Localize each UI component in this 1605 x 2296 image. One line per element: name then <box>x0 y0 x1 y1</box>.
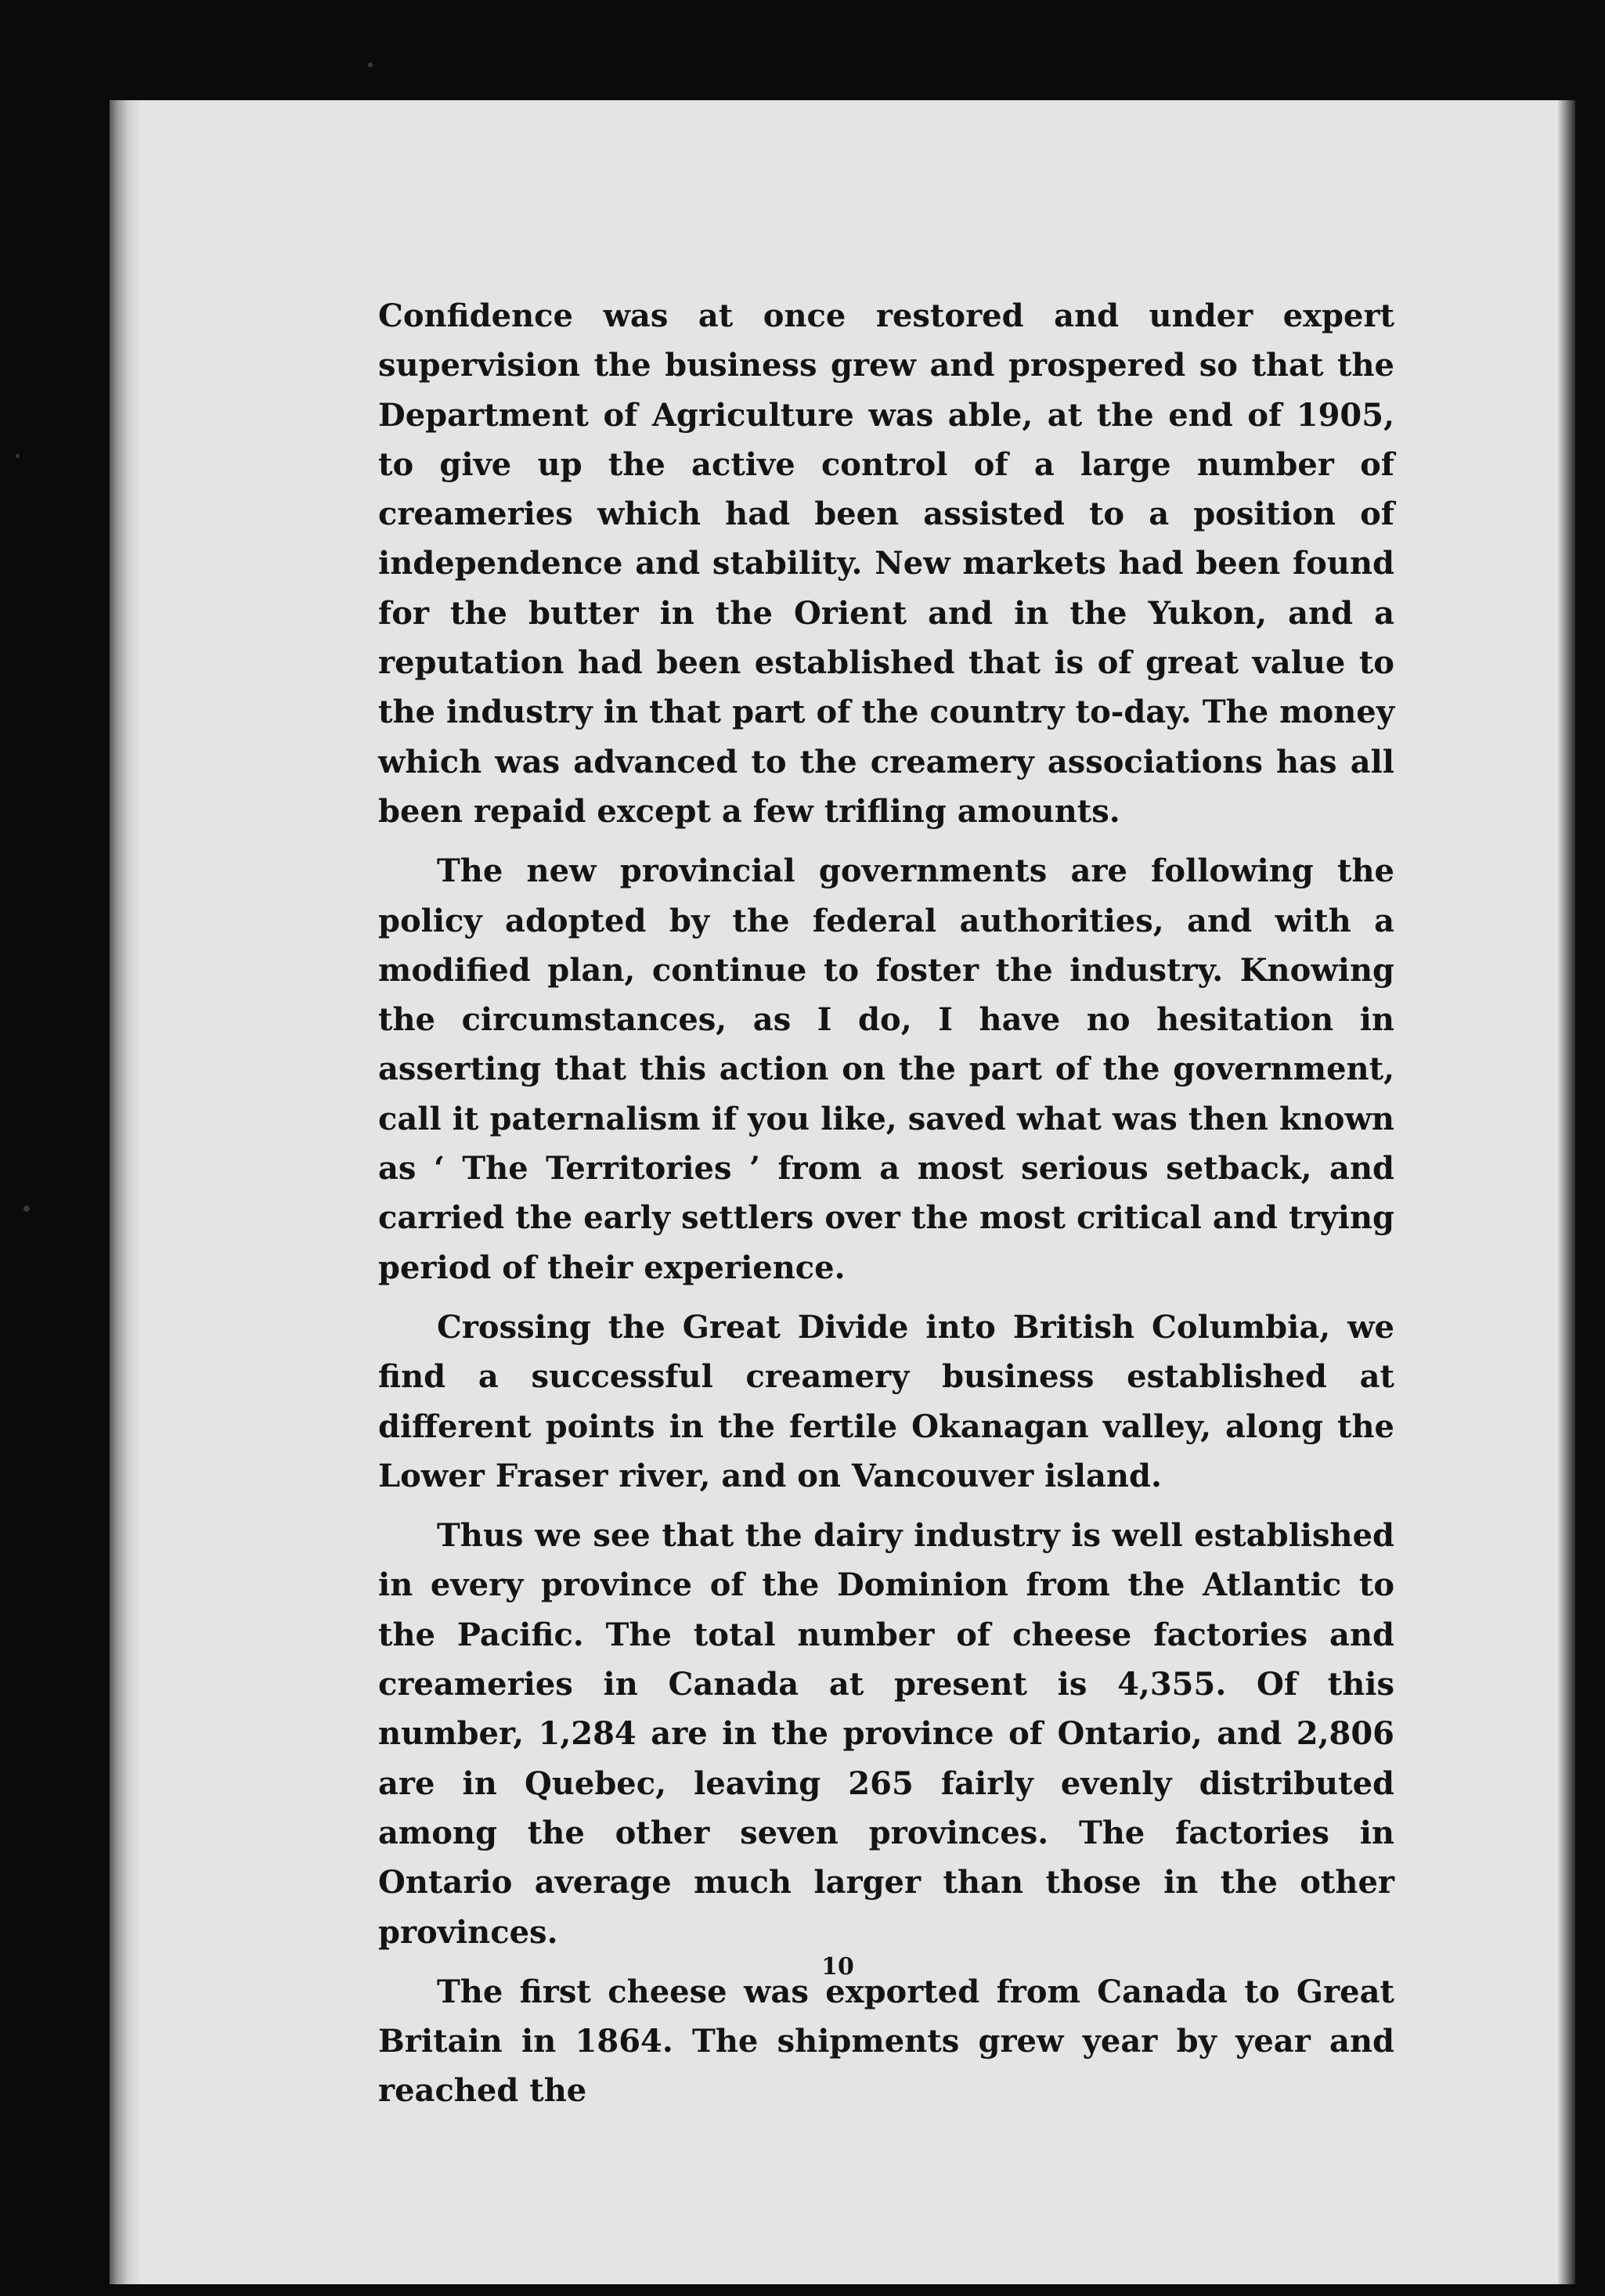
paragraph-1: Confidence was at once restored and under expert supervision the business grew and prospered so that the Department of Agriculture was able, at the end of 1905, to give up the active control of a large number of creameries which had been assisted to a position of independence and stability. New markets had been found for the butter in the Orient and in the Yukon, and a reputation had been established that is of great value to the industry in that part of the country to-day. The money which was advanced to the creamery associations has all been repaid except a few trifling amounts. <box>378 297 1394 830</box>
scan-speck <box>368 63 373 67</box>
paragraph-3: Crossing the Great Divide into British Columbia, we find a successful creamery business established at different points in the fertile Okanagan valley, along the Lower Fraser river, and on Vancouver island. <box>378 1308 1394 1494</box>
paragraph-5: The first cheese was exported from Canada to Great Britain in 1864. The shipments grew year by year and reached the <box>378 1973 1394 2110</box>
page-number: 10 <box>821 1953 854 1981</box>
body-text <box>378 291 1394 2126</box>
scan-speck <box>16 454 20 458</box>
paragraph-4: Thus we see that the dairy industry is well established in every province of the Dominion from the Atlantic to the Pacific. The total number of cheese factories and creameries in Canada at present is 4,355. Of this number, 1,284 are in the province of Ontario, and 2,806 are in Quebec, leaving 265 fairly evenly distributed among the other seven provinces. The factories in Ontario average much larger than those in the other provinces. <box>378 1517 1394 1951</box>
paragraph-2: The new provincial governments are following the policy adopted by the federal authorities, and with a modified plan, continue to foster the industry. Knowing the circumstances, as I do, I have no hesitation in asserting that this action on the part of the government, call it paternalism if you like, saved what was then known as ‘ The Territories ’ from a most serious setback, and carried the early settlers over the most critical and trying period of their experience. <box>378 852 1394 1286</box>
scan-speck <box>23 1206 30 1212</box>
